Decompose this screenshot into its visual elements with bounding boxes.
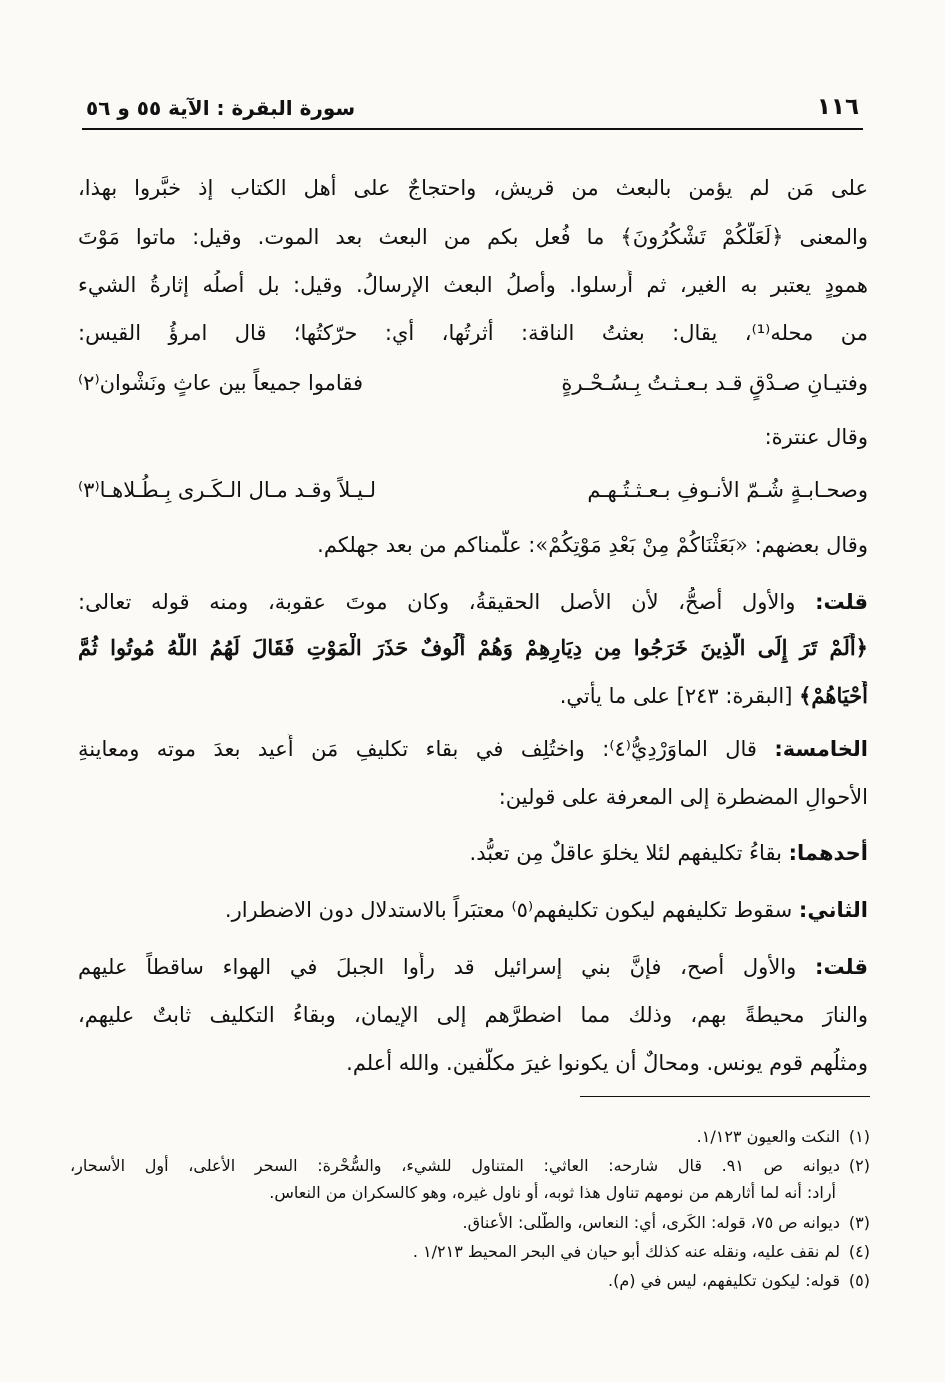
text-line: الأحوالِ المضطرة إلى المعرفة على قولين:: [498, 785, 868, 809]
text-line: الخامسة: قال الماوَرْدِيُّ⁽٤⁾: واختُلِف في بقاء تكليفِ مَن أُعيد بعدَ موته ومعاينةِ: [78, 737, 868, 761]
text-line: والمعنى ﴿لَعَلَّكُمْ تَشْكُرُونَ﴾ ما فُعل بكم من البعث بعد الموت. وقيل: ماتوا مَوْتَ: [78, 225, 868, 249]
text-line: وقال بعضهم: «بَعَثْنَاكُمْ مِنْ بَعْدِ مَوْتِكُمْ»: علَّمناكم من بعد جهلكم.: [317, 533, 868, 557]
quran-quote: ﴿لَعَلَّكُمْ تَشْكُرُونَ﴾: [620, 225, 784, 249]
footnote: (٢)ديوانه ص ٩١. قال شارحه: العاثي: المتناول للشيء، والسُّحْرة: السحر الأعلى، أول الأسحار،: [70, 1156, 870, 1175]
verse-second-hemistich: فقاموا جميعاً بين عاثٍ ونَشْوان⁽٢⁾: [78, 371, 363, 395]
text-line: على مَن لم يؤمن بالبعث من قريش، واحتجاجٌ على أهل الكتاب إذ خبَّروا بهذا،: [78, 176, 868, 200]
verse-second-hemistich: لـيـلاً وقـد مـال الـكَـرى بِـطُـلاهـا⁽٣⁾: [78, 478, 376, 502]
footnote: (٤)لم نقف عليه، ونقله عنه كذلك أبو حيان في البحر المحيط ١/٢١٣ .: [412, 1242, 870, 1261]
verse-first-hemistich: وصحـابـةٍ شُـمّ الأنـوفِ بـعـثـتُـهـم: [587, 478, 868, 502]
header-rule: [82, 128, 863, 130]
text-line: وقال عنترة:: [764, 425, 868, 449]
text-line: أَحْيَاهُمْ﴾ [البقرة: ٢٤٣] على ما يأتي.: [559, 683, 868, 708]
quran-quote: «بَعَثْنَاكُمْ مِنْ بَعْدِ مَوْتِكُمْ»: [535, 533, 748, 557]
text-line: والنارَ محيطةً بهم، وذلك مما اضطرَّهم إلى الإيمان، وبقاءُ التكليف ثابتٌ عليهم،: [78, 1003, 868, 1027]
surah-title: سورة البقرة : الآية ٥٥ و ٥٦: [86, 96, 356, 120]
footnote: (١)النكت والعيون ١/١٢٣.: [696, 1127, 870, 1146]
footnote: (٥)قوله: ليكون تكليفهم، ليس في (م).: [608, 1271, 870, 1290]
text-line: الثاني: سقوط تكليفهم ليكون تكليفهم⁽٥⁾ معتبَراً بالاستدلال دون الاضطرار.: [224, 898, 868, 922]
page-header: [82, 88, 863, 128]
poetry-verse: [78, 368, 868, 398]
page-number: ١١٦: [816, 94, 859, 120]
footnote-continuation: أراد: أنه لما أثارهم من نومهم تناول هذا ثوبه، أو ناول غيره، وهو كالسكران من النعاس.: [269, 1183, 836, 1202]
text-line: قلت: والأول أصحُّ، لأن الأصل الحقيقةُ، وكان موتَ عقوبة، ومنه قوله تعالى:: [78, 590, 868, 614]
text-line: همودٍ يعتبر به الغير، ثم أُرسلوا. وأصلُ البعث الإرسالُ. وقيل: بل أصلُه إثارةُ الشيء: [78, 273, 868, 297]
verse-first-hemistich: وفتيـانِ صـدْقٍ قـد بـعـثـتُ بِـسُـحْـرةٍ: [561, 371, 868, 395]
text-line: قلت: والأول أصح، فإنَّ بني إسرائيل قد رأَوا الجبلَ في الهواء ساقطاً عليهم: [78, 955, 868, 979]
text-line: أحدهما: بقاءُ تكليفهم لئلا يخلوَ عاقلٌ مِن تعبُّد.: [469, 841, 868, 865]
footnote: (٣)ديوانه ص ٧٥، قوله: الكَرى، أي: النعاس، والطُّلى: الأعناق.: [462, 1213, 870, 1232]
text-line: من محله⁽¹⁾، يقال: بعثتُ الناقة: أثرتُها، أي: حرّكتُها؛ قال امرؤُ القيس:: [78, 321, 868, 345]
text-line: ومثلُهم قوم يونس. ومحالٌ أن يكونوا غيرَ مكلَّفين. والله أعلم.: [346, 1051, 868, 1075]
poetry-verse: [78, 475, 868, 505]
footnote-separator: [580, 1096, 870, 1097]
quran-verse-line: ﴿أَلَمْ تَرَ إِلَى الَّذِينَ خَرَجُوا مِن دِيَارِهِمْ وَهُمْ أُلُوفٌ حَذَرَ الْمَوْتِ فَقَالَ لَهُمُ اللَّهُ مُوتُوا ثُمَّ: [78, 635, 868, 660]
